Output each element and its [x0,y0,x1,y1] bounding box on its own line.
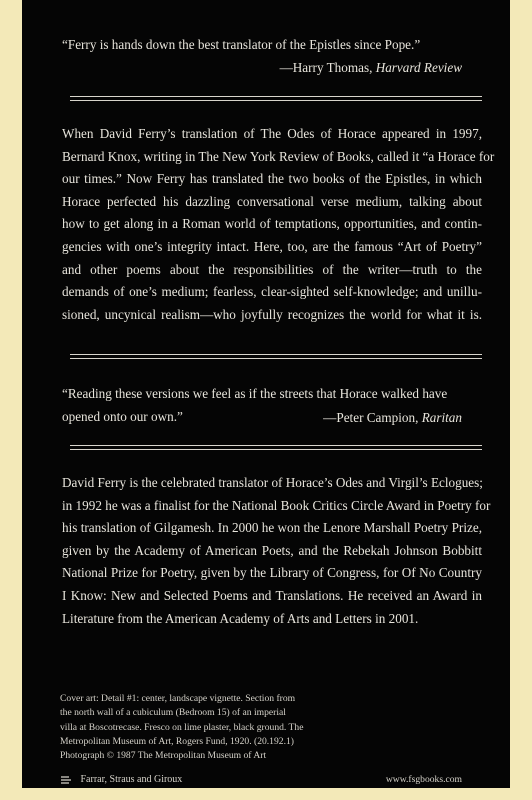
credit-line: villa at Boscotrecase. Fresco on lime plaster, black ground. The [60,721,304,733]
fsg-fish-logo-icon [60,775,72,785]
quote-attribution-2: —Peter Campion, Raritan [323,410,462,425]
quote-attribution-1: —Harry Thomas, Harvard Review [279,60,462,75]
book-description [62,123,495,326]
text-line: Bernard Knox, writing in The New York Review of Books, called it “a Horace for [62,148,495,164]
text-line: David Ferry is the celebrated translator of Horace’s Odes and Virgil’s Eclogues; [62,475,483,490]
publisher-name: Farrar, Straus and Giroux [80,774,183,785]
divider-rule [70,96,482,101]
credit-line: Metropolitan Museum of Art, Rogers Fund, 1920. (20.192.1) [60,735,294,747]
cover-art-credit [60,692,320,763]
text-line: given by the Academy of American Poets, and the Rebekah Johnson Bobbitt [62,542,482,558]
text-line: National Prize for Poetry, given by the Library of Congress, for Of No Country [62,565,482,581]
publisher-website[interactable]: www.fsgbooks.com [385,774,462,785]
credit-line: the north wall of a cubiculum (Bedroom 15) of an imperial [60,707,286,719]
credit-line: Photograph © 1987 The Metropolitan Museum of Art [60,750,267,762]
quote-line: opened onto our own.” [62,408,183,424]
text-line: demands of one’s medium; fearless, clear-sighted self-knowledge; and unillu- [62,284,482,300]
divider-rule [70,445,482,450]
author-bio [62,472,491,630]
text-line: in 1992 he was a finalist for the National Book Critics Circle Award in Poetry for [62,497,491,513]
credit-line: Cover art: Detail #1: center, landscape vignette. Section from [60,693,296,704]
publisher-imprint [60,774,182,785]
text-line: and other poems about the responsibilities of the writer—truth to the [62,261,482,277]
divider-rule [70,354,482,359]
text-line: his translation of Gilgamesh. In 2000 he won the Lenore Marshall Poetry Prize, [62,520,482,536]
text-line: our times.” Now Ferry has translated the two books of the Epistles, in which [62,171,482,187]
text-line: Literature from the American Academy of Arts and Letters in 2001. [62,610,419,626]
review-quote-1 [62,34,482,57]
text-line: I Know: New and Selected Poems and Translations. He received an Award in [62,587,482,603]
text-line: When David Ferry’s translation of The Odes of Horace appeared in 1997, [62,126,482,141]
text-line: sioned, uncynical realism—who joyfully recognizes the world for what it is. [62,306,482,322]
back-cover [22,0,510,788]
text-line: gencies with one’s integrity intact. Here, too, are the famous “Art of Poetry” [62,238,482,254]
text-line: how to get along in a Roman world of temptations, opportunities, and contin- [62,216,482,232]
text-line: Horace perfected his dazzling conversational verse medium, talking about [62,193,482,209]
quote-text: “Ferry is hands down the best translator of the Epistles since Pope.” [62,37,421,52]
quote-line: “Reading these versions we feel as if the streets that Horace walked have [62,386,448,401]
